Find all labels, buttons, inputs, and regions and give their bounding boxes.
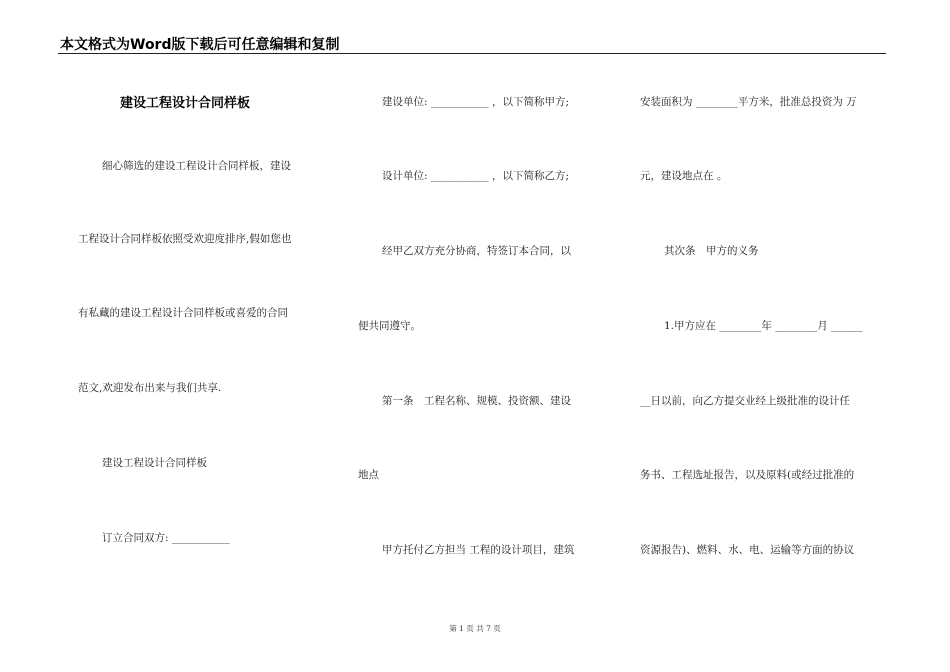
document-title: 建设工程设计合同样板 — [120, 96, 251, 111]
col3-line-6: 务书、工程选址报告，以及原料(或经过批准的 — [640, 469, 855, 481]
col3-line-2: 元，建设地点在 。 — [640, 170, 728, 182]
col1-line-1: 细心筛选的建设工程设计合同样板，建设 — [102, 160, 291, 172]
col2-line-7: 甲方托付乙方担当 工程的设计项目，建筑 — [382, 544, 575, 556]
col2-line-2: 设计单位: ___________ ，以下简称乙方; — [382, 170, 569, 182]
col2-line-5: 第一条 工程名称、规模、投资额、建设 — [382, 395, 571, 407]
col3-line-5: __日以前，向乙方提交业经上级批准的设计任 — [640, 395, 850, 407]
col2-line-3: 经甲乙双方充分协商，特签订本合同，以 — [382, 245, 571, 257]
col1-line-2: 工程设计合同样板依照受欢迎度排序,假如您也 — [78, 233, 292, 245]
col2-line-6: 地点 — [358, 469, 379, 481]
col3-line-1: 安装面积为 ________平方米，批准总投资为 万 — [640, 96, 857, 108]
col3-line-4: 1.甲方应在 ________年 ________月 ______ — [664, 320, 863, 332]
col2-line-4: 便共同遵守。 — [358, 320, 421, 332]
col1-line-3: 有私藏的建设工程设计合同样板或喜爱的合同 — [78, 307, 288, 319]
col1-line-6: 订立合同双方: ___________ — [102, 532, 230, 544]
col1-line-4: 范文,欢迎发布出来与我们共享. — [78, 382, 222, 394]
col1-line-5: 建设工程设计合同样板 — [102, 457, 207, 469]
col2-line-1: 建设单位: ___________ ，以下简称甲方; — [382, 96, 569, 108]
col3-line-3: 其次条 甲方的义务 — [664, 245, 759, 257]
page-number-footer: 第 1 页 共 7 页 — [449, 624, 501, 633]
col3-line-7: 资源报告)、燃料、水、电、运输等方面的协议 — [640, 544, 855, 556]
header-divider — [58, 53, 886, 54]
page-header-title: 本文格式为Word版下载后可任意编辑和复制 — [60, 37, 340, 53]
